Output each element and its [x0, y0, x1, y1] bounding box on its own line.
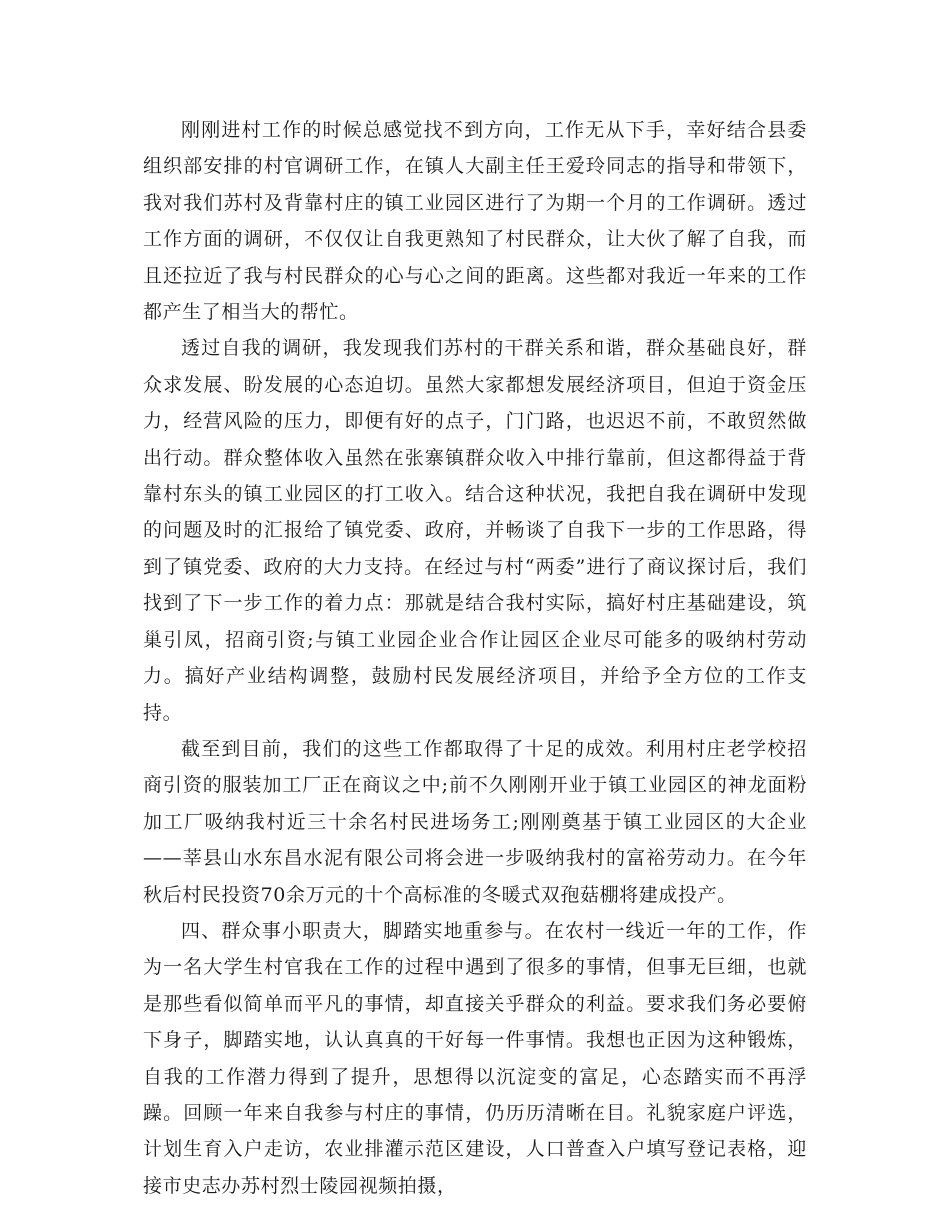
- document-body: [143, 112, 807, 1204]
- paragraph-participation: 四、群众事小职责大，脚踏实地重参与。在农村一线近一年的工作，作为一名大学生村官我在工作的过程中遇到了很多的事情，但事无巨细，也就是那些看似简单而平凡的事情，却直接关乎群众的利益。要求我们务必要俯下身子，脚踏实地，认认真真的干好每一件事情。我想也正因为这种锻炼，自我的工作潜力得到了提升，思想得以沉淀变的富足，心态踏实而不再浮躁。回顾一年来自我参与村庄的事情，仍历历清晰在目。礼貌家庭户评选，计划生育入户走访，农业排灌示范区建设，人口普查入户填写登记表格，迎接市史志办苏村烈士陵园视频拍摄，: [143, 919, 807, 1197]
- paragraph-village-research: 刚刚进村工作的时候总感觉找不到方向，工作无从下手，幸好结合县委组织部安排的村官调研工作，在镇人大副主任王爱玲同志的指导和带领下，我对我们苏村及背靠村庄的镇工业园区进行了为期一个月的工作调研。透过工作方面的调研，不仅仅让自我更熟知了村民群众，让大伙了解了自我，而且还拉近了我与村民群众的心与心之间的距离。这些都对我近一年来的工作都产生了相当大的帮忙。: [143, 119, 807, 324]
- paragraph-survey-findings: 透过自我的调研，我发现我们苏村的干群关系和谐，群众基础良好，群众求发展、盼发展的心态迫切。虽然大家都想发展经济项目，但迫于资金压力，经营风险的压力，即便有好的点子，门门路，也迟迟不前，不敢贸然做出行动。群众整体收入虽然在张寨镇群众收入中排行靠前，但这都得益于背靠村东头的镇工业园区的打工收入。结合这种状况，我把自我在调研中发现的问题及时的汇报给了镇党委、政府，并畅谈了自我下一步的工作思路，得到了镇党委、政府的大力支持。在经过与村“两委”进行了商议探讨后，我们找到了下一步工作的着力点：那就是结合我村实际，搞好村庄基础建设，筑巢引凤，招商引资;与镇工业园企业合作让园区企业尽可能多的吸纳村劳动力。搞好产业结构调整，鼓励村民发展经济项目，并给予全方位的工作支持。: [143, 337, 807, 724]
- paragraph-results: 截至到目前，我们的这些工作都取得了十足的成效。利用村庄老学校招商引资的服装加工厂正在商议之中;前不久刚刚开业于镇工业园区的神龙面粉加工厂吸纳我村近三十余名村民进场务工;刚刚奠基于镇工业园区的大企业——莘县山水东昌水泥有限公司将会进一步吸纳我村的富裕劳动力。在今年秋后村民投资70余万元的十个高标准的冬暖式双孢菇棚将建成投产。: [143, 737, 807, 906]
